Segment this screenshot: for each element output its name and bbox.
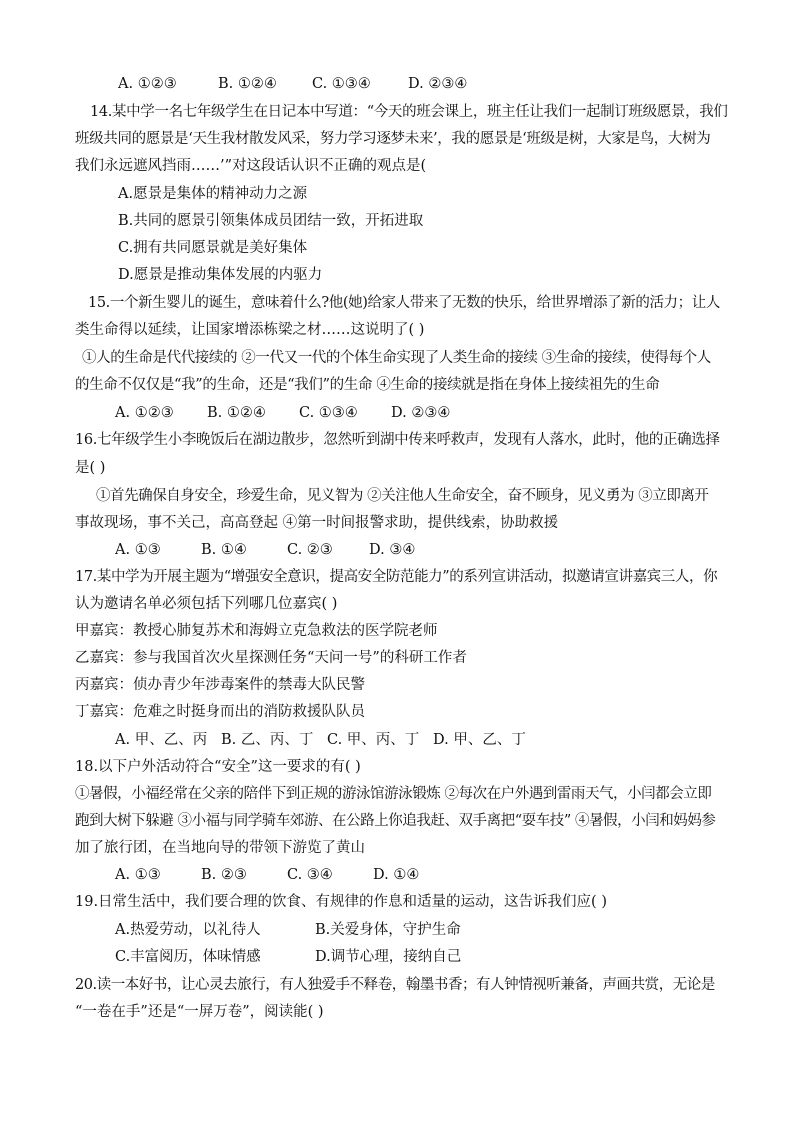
q14-option-b: B.共同的愿景引领集体成员团结一致，开拓进取	[118, 213, 424, 229]
q16-options	[115, 540, 415, 560]
q17-option-a: A. 甲、乙、丙	[115, 732, 208, 748]
q18-option-a: A. ①③	[115, 867, 161, 883]
q15-option-c: C. ①③④	[299, 405, 358, 421]
q15-statement-line-2: 的生命不仅仅是“我”的生命，还是“我们”的生命 ④生命的接续就是指在身体上接续祖先的生命	[75, 377, 660, 393]
q13-options	[118, 74, 467, 94]
q17-guest-2: 乙嘉宾：参与我国首次火星探测任务“天问一号”的科研工作者	[75, 650, 467, 666]
q15-option-d: D. ②③④	[391, 405, 451, 421]
q14-stem-line-3: 我们永远遮风挡雨……’”对这段话认识不正确的观点是(	[75, 158, 427, 174]
q16-option-d: D. ③④	[369, 542, 416, 558]
q13-option-a: A. ①②③	[118, 76, 177, 92]
q13-option-d: D. ②③④	[408, 76, 468, 92]
q17-guest-4: 丁嘉宾：危难之时挺身而出的消防救援队队员	[75, 704, 365, 720]
q14-option-c: C.拥有共同愿景就是美好集体	[118, 240, 308, 256]
q13-option-b: B. ①②④	[218, 76, 277, 92]
q18-statement-line-2: 跑到大树下躲避 ③小福与同学骑车郊游、在公路上你追我赶、双手离把“耍车技” ④暑假，小闫和妈妈参	[75, 813, 716, 829]
q13-option-c: C. ①③④	[312, 76, 371, 92]
q14-option-d: D.愿景是推动集体发展的内驱力	[118, 267, 323, 283]
q20-stem-line-1: 20.读一本好书，让心灵去旅行，有人独爱手不释卷，翰墨书香；有人钟情视听兼备，声画共赏，无论是	[75, 977, 715, 993]
q18-statement-line-1: ①暑假，小福经常在父亲的陪伴下到正规的游泳馆游泳锻炼 ②每次在户外遇到雷雨天气，小闫都会立即	[75, 786, 712, 802]
q19-options-row-2	[115, 947, 461, 967]
q19-option-c: C.丰富阅历，体味情感	[115, 949, 261, 965]
q18-option-d: D. ①④	[373, 867, 420, 883]
q15-options	[115, 403, 450, 423]
q18-options	[115, 865, 419, 885]
q18-stem: 18.以下户外活动符合“安全”这一要求的有( )	[75, 759, 361, 775]
q14-stem-line-1: 14.某中学一名七年级学生在日记本中写道：“今天的班会课上，班主任让我们一起制订班级愿景，我们	[90, 104, 728, 120]
q19-stem: 19.日常生活中，我们要合理的饮食、有规律的作息和适量的运动，这告诉我们应( )	[75, 894, 607, 910]
q17-stem-line-2: 认为邀请名单必须包括下列哪几位嘉宾( )	[75, 596, 338, 612]
q17-option-c: C. 甲、丙、丁	[327, 732, 420, 748]
q15-option-b: B. ①②④	[207, 405, 266, 421]
q17-option-d: D. 甲、乙、丁	[433, 732, 526, 748]
q16-stem-line-2: 是( )	[75, 460, 106, 476]
q15-stem-line-1: 15.一个新生婴儿的诞生，意味着什么?他(她)给家人带来了无数的快乐，给世界增添了新的活力；让人	[88, 295, 720, 311]
q17-guest-1: 甲嘉宾：教授心肺复苏术和海姆立克急救法的医学院老师	[75, 623, 438, 639]
q14-stem-line-2: 班级共同的愿景是‘天生我材散发风采，努力学习逐梦未来’，我的愿景是‘班级是树，大家是鸟，大树为	[75, 131, 711, 147]
q19-option-b: B.关爱身体，守护生命	[315, 922, 461, 938]
q17-option-b: B. 乙、丙、丁	[221, 732, 314, 748]
q18-option-b: B. ②③	[201, 867, 247, 883]
q19-options-row-1	[115, 920, 461, 940]
q18-option-c: C. ③④	[287, 867, 333, 883]
q15-stem-line-2: 类生命得以延续，让国家增添栋梁之材……这说明了( )	[75, 322, 425, 338]
q16-option-a: A. ①③	[115, 542, 161, 558]
q16-stem-line-1: 16.七年级学生小李晚饭后在湖边散步，忽然听到湖中传来呼救声，发现有人落水，此时，他的正确选择	[75, 432, 720, 448]
q17-stem-line-1: 17.某中学为开展主题为“增强安全意识，提高安全防范能力”的系列宣讲活动，拟邀请宣讲嘉宾三人，你	[75, 569, 718, 585]
q17-options	[115, 730, 526, 750]
q16-statement-line-2: 事故现场，事不关己，高高登起 ④第一时间报警求助，提供线索，协助救援	[75, 515, 559, 531]
q19-option-a: A.热爱劳动，以礼待人	[115, 922, 261, 938]
q18-statement-line-3: 加了旅行团，在当地向导的带领下游览了黄山	[75, 840, 365, 856]
q15-option-a: A. ①②③	[115, 405, 174, 421]
q16-option-b: B. ①④	[201, 542, 247, 558]
q19-option-d: D.调节心理，接纳自己	[315, 949, 462, 965]
q20-stem-line-2: “一卷在手”还是“一屏万卷”，阅读能( )	[75, 1004, 324, 1020]
q16-option-c: C. ②③	[287, 542, 333, 558]
q17-guest-3: 丙嘉宾：侦办青少年涉毒案件的禁毒大队民警	[75, 677, 365, 693]
q15-statement-line-1: ①人的生命是代代接续的 ②一代又一代的个体生命实现了人类生命的接续 ③生命的接续，使得每个人	[82, 350, 711, 366]
q14-option-a: A.愿景是集体的精神动力之源	[118, 186, 308, 202]
q16-statement-line-1: ①首先确保自身安全，珍爱生命，见义智为 ②关注他人生命安全，奋不顾身，见义勇为 ③立即离开	[96, 488, 709, 504]
